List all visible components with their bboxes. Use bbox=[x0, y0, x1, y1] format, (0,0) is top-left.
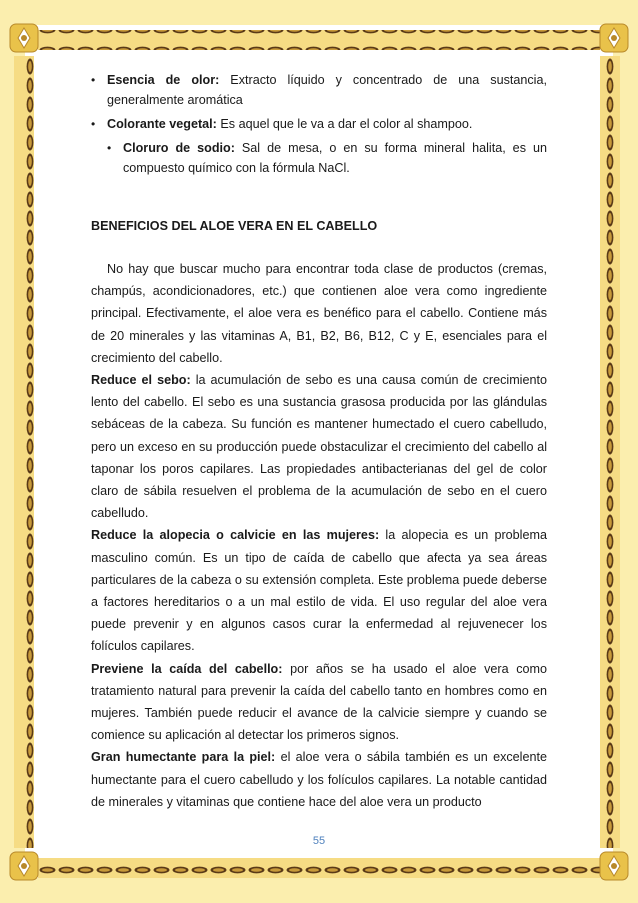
benefit-text: el aloe vera o sábila también es un excelente humectante para el cuero cabelludo y los folículos capilares. La notable cantidad de minerales y vitaminas que contiene hace del aloe vera un producto bbox=[91, 750, 547, 809]
benefit-term: Gran humectante para la piel: bbox=[91, 750, 276, 765]
bullet-icon: • bbox=[91, 117, 96, 131]
benefit-paragraph bbox=[91, 658, 547, 747]
bullet-item bbox=[91, 114, 547, 134]
bullet-term: Colorante vegetal: bbox=[107, 117, 217, 131]
benefit-text: la alopecia es un problema masculino común. Es un tipo de caída de cabello que afecta ya sea áreas particulares de la cabeza o su extensión completa. Este problema puede deberse a factores hereditarios o a un mal estilo de vida. El uso regular del aloe vera puede prevenir y en algunos casos curar la enfermedad al rejuvenecer los folículos capilares. bbox=[91, 528, 547, 654]
benefit-paragraph bbox=[91, 524, 547, 657]
bullet-icon: • bbox=[91, 73, 96, 87]
corner-ornament-bottom-right bbox=[600, 852, 628, 880]
bullet-text: Es aquel que le va a dar el color al shampoo. bbox=[216, 117, 473, 131]
intro-paragraph: No hay que buscar mucho para encontrar toda clase de productos (cremas, champús, acondicionadores, etc.) que contienen aloe vera como ingrediente principal. Efectivamente, el aloe vera es benéfico para el cabello. Contiene más de 20 minerales y las vitaminas A, B1, B2, B6, B12, C y E, esenciales para el crecimiento del cabello. bbox=[91, 262, 547, 365]
benefit-term: Reduce la alopecia o calvicie en las mujeres: bbox=[91, 528, 380, 543]
bullet-item bbox=[91, 70, 547, 110]
bullet-term: Cloruro de sodio: bbox=[123, 141, 235, 155]
section-heading: BENEFICIOS DEL ALOE VERA EN EL CABELLO bbox=[91, 219, 378, 233]
page-content bbox=[91, 70, 547, 813]
benefit-text: por años se ha usado el aloe vera como tratamiento natural para prevenir la caída del cabello tanto en hombres como en mujeres. También puede reducir el avance de la calvicie siempre y cuando se comience su aplicación al detectar los primeros signos. bbox=[91, 661, 547, 743]
bullet-text: Extracto líquido y concentrado de una sustancia, generalmente aromática bbox=[107, 73, 547, 107]
corner-ornament-top-left bbox=[10, 24, 38, 52]
benefit-term: Reduce el sebo: bbox=[91, 373, 191, 388]
benefit-paragraph bbox=[91, 746, 547, 813]
corner-ornament-top-right bbox=[600, 24, 628, 52]
border-left bbox=[14, 56, 34, 848]
benefit-paragraph bbox=[91, 369, 547, 524]
corner-ornament-bottom-left bbox=[10, 852, 38, 880]
benefit-text: la acumulación de sebo es una causa común de crecimiento lento del cabello. El sebo es una sustancia grasosa producida por las glándulas sebáceas de la cabeza. Su función es mantener humectado el cuero cabelludo, pero un exceso en su producción puede obstaculizar el crecimiento del cabello al taponar los poros capilares. Las propiedades antibacterianas del gel de color claro de sábila resuelven el problema de la acumulación de sebo en el cuero cabelludo. bbox=[91, 373, 547, 521]
bullet-item bbox=[107, 138, 547, 178]
bullet-text: Sal de mesa, o en su forma mineral halita, es un compuesto químico con la fórmula NaCl. bbox=[123, 141, 547, 175]
border-top bbox=[38, 30, 600, 50]
page-number: 55 bbox=[312, 835, 326, 847]
bullet-icon: • bbox=[107, 141, 112, 155]
benefit-term: Previene la caída del cabello: bbox=[91, 661, 283, 676]
border-bottom bbox=[38, 858, 600, 878]
border-right bbox=[600, 56, 620, 848]
bullet-term: Esencia de olor: bbox=[107, 73, 220, 87]
